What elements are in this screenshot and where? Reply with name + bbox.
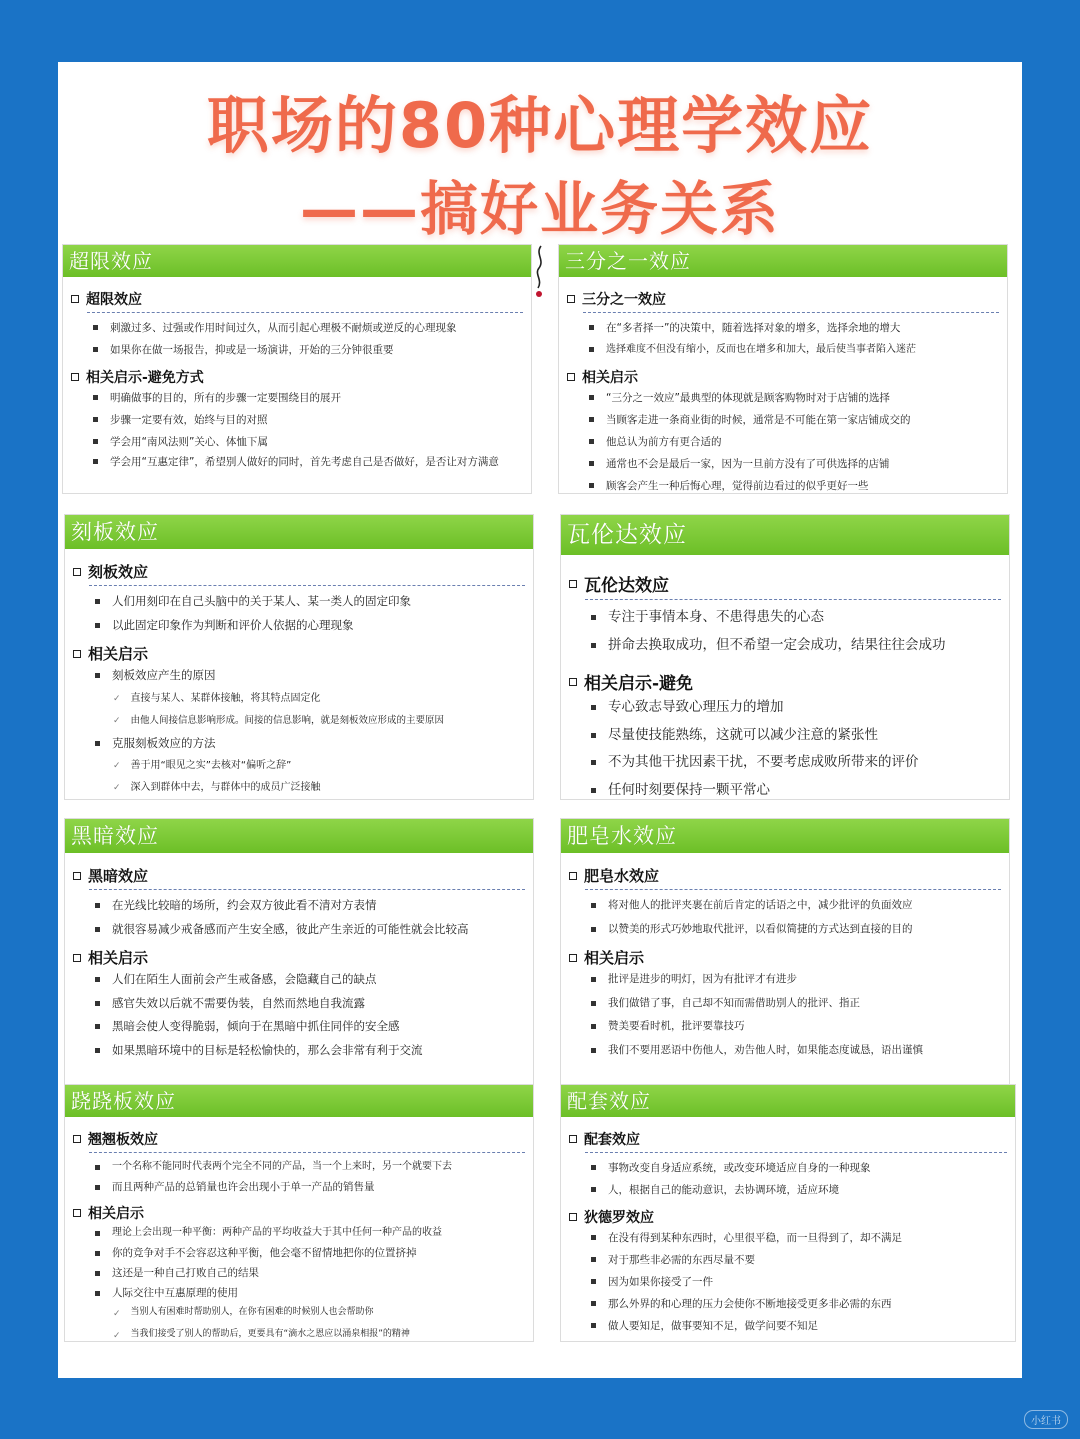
bullet-icon (95, 1231, 100, 1236)
bullet-icon (95, 1251, 100, 1256)
bullet-icon (591, 1257, 596, 1262)
card-header: 刻板效应 (65, 515, 533, 549)
check-icon: ✓ (113, 761, 121, 771)
list-item: 克服刻板效应的方法 (73, 732, 525, 756)
list-item: 当顾客走进一条商业街的时候，通常是不可能在第一家店铺成交的 (567, 409, 999, 431)
list-item: 如果你在做一场报告，抑或是一场演讲，开始的三分钟很重要 (71, 339, 523, 361)
list-item: 刺激过多、过强或作用时间过久，从而引起心理极不耐烦或逆反的心理现象 (71, 317, 523, 339)
square-bullet-icon (73, 954, 81, 962)
list-item: 刻板效应产生的原因 (73, 664, 525, 688)
list-item: 选择难度不但没有缩小，反而也在增多和加大，最后使当事者陷入迷茫 (567, 339, 999, 361)
bullet-icon (591, 1001, 596, 1006)
bullet-icon (589, 395, 594, 400)
bullet-icon (95, 1001, 100, 1006)
section-title: 相关启示 (73, 947, 525, 968)
bullet-icon (93, 347, 98, 352)
list-item: 就很容易减少戒备感而产生安全感，彼此产生亲近的可能性就会比较高 (73, 918, 525, 942)
list-item: 黑暗会使人变得脆弱，倾向于在黑暗中抓住同伴的安全感 (73, 1015, 525, 1039)
square-bullet-icon (567, 373, 575, 381)
section-title: 相关启示 (567, 367, 999, 387)
divider (89, 1152, 525, 1153)
list-item: 如果黑暗环境中的目标是轻松愉快的，那么会非常有利于交流 (73, 1039, 525, 1063)
section-title: 黑暗效应 (73, 865, 525, 886)
list-item: 我们做错了事，自己却不知而需借助别人的批评、指正 (569, 992, 1001, 1016)
list-item: 顾客会产生一种后悔心理，觉得前边看过的似乎更好一些 (567, 475, 999, 497)
square-bullet-icon (569, 1135, 577, 1143)
bullet-icon (93, 325, 98, 330)
bullet-icon (591, 1323, 596, 1328)
check-icon: ✓ (113, 1331, 121, 1341)
bullet-icon (95, 1185, 100, 1190)
card-header: 跷跷板效应 (65, 1085, 533, 1117)
divider (583, 312, 999, 313)
card-header: 超限效应 (63, 245, 531, 277)
bullet-icon (95, 599, 100, 604)
list-item: 在“多者择一”的决策中，随着选择对象的增多，选择余地的增大 (567, 317, 999, 339)
page-subtitle: ——搞好业务关系 (299, 175, 780, 243)
card-peitao (560, 1084, 1016, 1342)
list-item: 那么外界的和心理的压力会使你不断地接受更多非必需的东西 (569, 1293, 1007, 1315)
bullet-icon (591, 705, 596, 710)
bullet-icon (591, 1301, 596, 1306)
square-bullet-icon (73, 872, 81, 880)
list-item: 一个名称不能同时代表两个完全不同的产品，当一个上来时，另一个就要下去 (73, 1157, 525, 1177)
list-item: 明确做事的目的，所有的步骤一定要围绕目的展开 (71, 387, 523, 409)
list-item: 尽量使技能熟练，这就可以减少注意的紧张性 (569, 722, 1001, 750)
list-item: 批评是进步的明灯，因为有批评才有进步 (569, 968, 1001, 992)
bullet-icon (95, 1165, 100, 1170)
list-item: 通常也不会是最后一家，因为一旦前方没有了可供选择的店铺 (567, 453, 999, 475)
list-item: 以赞美的形式巧妙地取代批评，以看似简捷的方式达到直接的目的 (569, 918, 1001, 942)
sub-item: ✓ 直接与某人、某群体接触，将其特点固定化 (73, 688, 525, 710)
card-header: 三分之一效应 (559, 245, 1007, 277)
bullet-icon (591, 1235, 596, 1240)
bullet-icon (589, 325, 594, 330)
card-keban (64, 514, 534, 800)
section-title: 狄德罗效应 (569, 1207, 1007, 1227)
list-item: 专注于事情本身、不患得患失的心态 (569, 604, 1001, 632)
list-item: 人，根据自己的能动意识，去协调环境，适应环境 (569, 1179, 1007, 1201)
bullet-icon (591, 1165, 596, 1170)
square-bullet-icon (569, 954, 577, 962)
list-item: 不为其他干扰因素干扰，不要考虑成败所带来的评价 (569, 749, 1001, 777)
bullet-icon (93, 459, 98, 464)
card-header: 配套效应 (561, 1085, 1015, 1117)
section-title: 瓦伦达效应 (569, 571, 1001, 596)
list-item: 任何时刻要保持一颗平常心 (569, 777, 1001, 805)
section-title: 刻板效应 (73, 561, 525, 582)
divider (585, 599, 1001, 600)
bullet-icon (591, 903, 596, 908)
bullet-icon (95, 1048, 100, 1053)
bullet-icon (93, 395, 98, 400)
page-title: 职场的80种心理学效应 (206, 89, 874, 162)
card-walunda (560, 514, 1010, 800)
section-title: 相关启示 (569, 947, 1001, 968)
list-item: 学会用“互惠定律”，希望别人做好的同时，首先考虑自己是否做好，是否让对方满意 (71, 453, 523, 472)
bullet-icon (591, 1024, 596, 1029)
bullet-icon (95, 927, 100, 932)
list-item: 感官失效以后就不需要伪装，自然而然地自我流露 (73, 992, 525, 1016)
divider (585, 889, 1001, 890)
square-bullet-icon (569, 872, 577, 880)
bullet-icon (95, 1271, 100, 1276)
bullet-icon (591, 760, 596, 765)
bullet-icon (591, 643, 596, 648)
bullet-icon (591, 977, 596, 982)
square-bullet-icon (71, 373, 79, 381)
bullet-icon (589, 439, 594, 444)
list-item: 人际交往中互惠原理的使用 (73, 1283, 525, 1303)
watermark-badge: 小红书 (1024, 1410, 1068, 1429)
check-icon: ✓ (113, 783, 121, 793)
bullet-icon (591, 733, 596, 738)
square-bullet-icon (569, 580, 577, 588)
card-header: 肥皂水效应 (561, 819, 1009, 853)
divider (89, 585, 525, 586)
bullet-icon (95, 1024, 100, 1029)
bullet-icon (95, 741, 100, 746)
card-header: 瓦伦达效应 (561, 515, 1009, 555)
list-item: 你的竞争对手不会容忍这种平衡，他会毫不留情地把你的位置挤掉 (73, 1243, 525, 1263)
list-item: 在光线比较暗的场所，约会双方彼此看不清对方表情 (73, 894, 525, 918)
divider (87, 312, 523, 313)
bullet-icon (591, 927, 596, 932)
list-item: 步骤一定要有效，始终与目的对照 (71, 409, 523, 431)
list-item: 赞美要看时机，批评要靠技巧 (569, 1015, 1001, 1039)
list-item: 拼命去换取成功，但不希望一定会成功，结果往往会成功 (569, 632, 1001, 660)
sub-item: ✓ 当我们接受了别人的帮助后，更要具有“滴水之恩应以涌泉相报”的精神 (73, 1325, 525, 1347)
bullet-icon (591, 615, 596, 620)
list-item: 因为如果你接受了一件 (569, 1271, 1007, 1293)
list-item: 以此固定印象作为判断和评价人依据的心理现象 (73, 614, 525, 638)
square-bullet-icon (567, 295, 575, 303)
bullet-icon (591, 1279, 596, 1284)
bullet-icon (95, 1291, 100, 1296)
card-qiaoqiao (64, 1084, 534, 1342)
list-item: 做人要知足，做事要知不足，做学问要不知足 (569, 1315, 1007, 1337)
section-title: 超限效应 (71, 289, 523, 309)
decorative-flourish-icon (533, 244, 547, 300)
list-item: 我们不要用恶语中伤他人，劝告他人时，如果能态度诚恳，语出谨慎 (569, 1039, 1001, 1063)
check-icon: ✓ (113, 1309, 121, 1319)
section-title: 肥皂水效应 (569, 865, 1001, 886)
bullet-icon (591, 1187, 596, 1192)
bullet-icon (95, 903, 100, 908)
section-title: 三分之一效应 (567, 289, 999, 309)
card-chaoxian (62, 244, 532, 494)
list-item: “三分之一效应”最典型的体现就是顾客购物时对于店铺的选择 (567, 387, 999, 409)
section-title: 相关启示-避免方式 (71, 367, 523, 387)
section-title: 相关启示-避免 (569, 669, 1001, 694)
sub-item: ✓ 善于用“眼见之实”去核对“偏听之辞” (73, 755, 525, 777)
list-item: 人们用刻印在自己头脑中的关于某人、某一类人的固定印象 (73, 590, 525, 614)
check-icon: ✓ (113, 715, 121, 726)
sub-item: ✓ 深入到群体中去，与群体中的成员广泛接触 (73, 777, 525, 799)
list-item: 人们在陌生人面前会产生戒备感，会隐藏自己的缺点 (73, 968, 525, 992)
list-item: 事物改变自身适应系统，或改变环境适应自身的一种现象 (569, 1157, 1007, 1179)
section-title: 相关启示 (73, 1203, 525, 1223)
bullet-icon (93, 439, 98, 444)
square-bullet-icon (569, 1213, 577, 1221)
bullet-icon (95, 673, 100, 678)
bullet-icon (591, 788, 596, 793)
section-title: 翘翘板效应 (73, 1129, 525, 1149)
divider (585, 1152, 1007, 1153)
list-item: 对于那些非必需的东西尽量不要 (569, 1249, 1007, 1271)
bullet-icon (589, 483, 594, 488)
list-item: 专心致志导致心理压力的增加 (569, 694, 1001, 722)
square-bullet-icon (73, 650, 81, 658)
sub-item: ✓ 当别人有困难时帮助别人，在你有困难的时候别人也会帮助你 (73, 1303, 525, 1325)
list-item: 学会用“南风法则”关心、体恤下属 (71, 431, 523, 453)
bullet-icon (589, 461, 594, 466)
square-bullet-icon (73, 568, 81, 576)
check-icon: ✓ (113, 693, 121, 704)
list-item: 他总认为前方有更合适的 (567, 431, 999, 453)
square-bullet-icon (71, 295, 79, 303)
list-item: 将对他人的批评夹裹在前后肯定的话语之中，减少批评的负面效应 (569, 894, 1001, 918)
bullet-icon (95, 623, 100, 628)
card-sanfen (558, 244, 1008, 494)
section-title: 配套效应 (569, 1129, 1007, 1149)
poster-sheet (58, 62, 1022, 1378)
bullet-icon (589, 417, 594, 422)
square-bullet-icon (73, 1135, 81, 1143)
bullet-icon (589, 347, 594, 352)
bullet-icon (93, 417, 98, 422)
card-header: 黑暗效应 (65, 819, 533, 853)
bullet-icon (95, 977, 100, 982)
list-item: 这还是一种自己打败自己的结果 (73, 1263, 525, 1283)
sub-item: ✓ 由他人间接信息影响形成。间接的信息影响，就是刻板效应形成的主要原因 (73, 710, 525, 732)
square-bullet-icon (569, 678, 577, 686)
square-bullet-icon (73, 1209, 81, 1217)
section-title: 相关启示 (73, 643, 525, 664)
divider (89, 889, 525, 890)
list-item: 在没有得到某种东西时，心里很平稳，而一旦得到了，却不满足 (569, 1227, 1007, 1249)
list-item: 而且两种产品的总销量也许会出现小于单一产品的销售量 (73, 1177, 525, 1197)
bullet-icon (591, 1048, 596, 1053)
list-item: 理论上会出现一种平衡：两种产品的平均收益大于其中任何一种产品的收益 (73, 1223, 525, 1243)
